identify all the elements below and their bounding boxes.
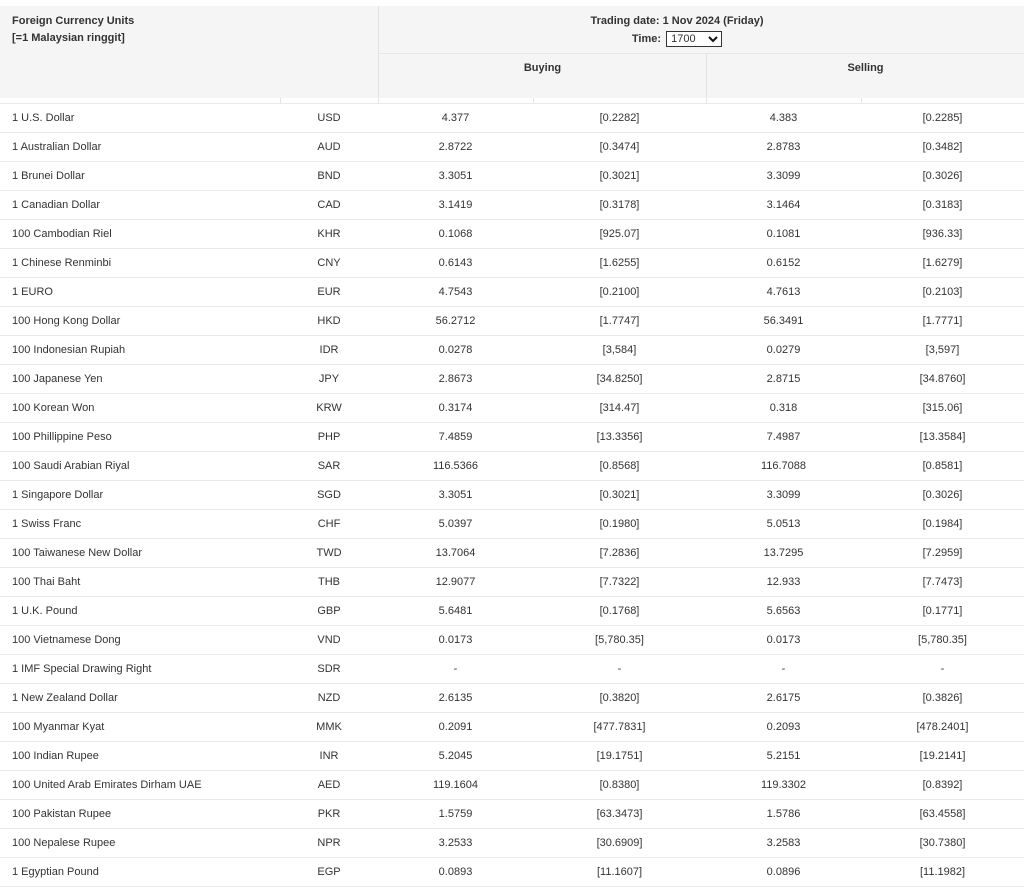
currency-code: SDR xyxy=(280,655,378,684)
buying-inverse-rate: - xyxy=(533,655,706,684)
table-row xyxy=(0,104,1024,133)
table-row xyxy=(0,800,1024,829)
buying-rate: 0.0173 xyxy=(378,626,533,655)
buying-inverse-rate: [0.2100] xyxy=(533,278,706,307)
selling-inverse-rate: [0.8581] xyxy=(861,452,1024,481)
table-row xyxy=(0,771,1024,800)
currency-code: EUR xyxy=(280,278,378,307)
buying-rate: 5.0397 xyxy=(378,510,533,539)
selling-label: Selling xyxy=(847,62,884,74)
table-row xyxy=(0,191,1024,220)
rates-table xyxy=(0,103,1024,887)
selling-inverse-rate: [11.1982] xyxy=(861,858,1024,887)
table-row xyxy=(0,742,1024,771)
currency-name: 1 Australian Dollar xyxy=(0,133,280,162)
currency-code: EGP xyxy=(280,858,378,887)
currency-name: 100 Cambodian Riel xyxy=(0,220,280,249)
currency-name: 1 Chinese Renminbi xyxy=(0,249,280,278)
selling-rate: 0.0896 xyxy=(706,858,861,887)
buying-header xyxy=(379,53,707,99)
selling-rate: 12.933 xyxy=(706,568,861,597)
table-row xyxy=(0,365,1024,394)
selling-inverse-rate: [0.3026] xyxy=(861,481,1024,510)
selling-rate: 0.318 xyxy=(706,394,861,423)
currency-code: AED xyxy=(280,771,378,800)
buying-inverse-rate: [0.2282] xyxy=(533,104,706,133)
buying-inverse-rate: [63.3473] xyxy=(533,800,706,829)
table-header xyxy=(0,6,1024,98)
units-header xyxy=(0,6,379,98)
table-row xyxy=(0,452,1024,481)
buying-inverse-rate: [1.7747] xyxy=(533,307,706,336)
buying-rate: 12.9077 xyxy=(378,568,533,597)
currency-name: 100 Pakistan Rupee xyxy=(0,800,280,829)
selling-rate: 4.383 xyxy=(706,104,861,133)
currency-name: 100 Myanmar Kyat xyxy=(0,713,280,742)
units-title: Foreign Currency Units xyxy=(12,15,135,27)
table-row xyxy=(0,481,1024,510)
currency-name: 1 U.K. Pound xyxy=(0,597,280,626)
buying-rate: 4.7543 xyxy=(378,278,533,307)
currency-code: AUD xyxy=(280,133,378,162)
selling-inverse-rate: [0.1771] xyxy=(861,597,1024,626)
trading-date: Trading date: 1 Nov 2024 (Friday) xyxy=(590,15,764,27)
selling-rate: 0.6152 xyxy=(706,249,861,278)
currency-name: 1 New Zealand Dollar xyxy=(0,684,280,713)
table-row xyxy=(0,278,1024,307)
currency-name: 100 Indonesian Rupiah xyxy=(0,336,280,365)
currency-name: 1 Brunei Dollar xyxy=(0,162,280,191)
selling-inverse-rate: [936.33] xyxy=(861,220,1024,249)
currency-code: NZD xyxy=(280,684,378,713)
selling-inverse-rate: [34.8760] xyxy=(861,365,1024,394)
table-row xyxy=(0,568,1024,597)
buying-inverse-rate: [7.2836] xyxy=(533,539,706,568)
rates-table-body xyxy=(0,104,1024,887)
time-row xyxy=(379,31,975,47)
buying-rate: 3.3051 xyxy=(378,162,533,191)
buying-rate: 56.2712 xyxy=(378,307,533,336)
buying-rate: 7.4859 xyxy=(378,423,533,452)
table-row xyxy=(0,829,1024,858)
buying-inverse-rate: [925.07] xyxy=(533,220,706,249)
buying-rate: 0.0278 xyxy=(378,336,533,365)
selling-inverse-rate: - xyxy=(861,655,1024,684)
buying-inverse-rate: [314.47] xyxy=(533,394,706,423)
buying-inverse-rate: [0.1980] xyxy=(533,510,706,539)
buying-rate: 0.2091 xyxy=(378,713,533,742)
currency-code: BND xyxy=(280,162,378,191)
buying-rate: 2.8722 xyxy=(378,133,533,162)
selling-inverse-rate: [0.3482] xyxy=(861,133,1024,162)
currency-name: 1 EURO xyxy=(0,278,280,307)
currency-code: IDR xyxy=(280,336,378,365)
selling-rate: - xyxy=(706,655,861,684)
currency-name: 1 Singapore Dollar xyxy=(0,481,280,510)
buying-inverse-rate: [1.6255] xyxy=(533,249,706,278)
currency-code: PHP xyxy=(280,423,378,452)
table-row xyxy=(0,162,1024,191)
buying-inverse-rate: [0.3820] xyxy=(533,684,706,713)
currency-code: KHR xyxy=(280,220,378,249)
buying-inverse-rate: [11.1607] xyxy=(533,858,706,887)
currency-name: 1 Canadian Dollar xyxy=(0,191,280,220)
currency-code: CAD xyxy=(280,191,378,220)
selling-inverse-rate: [478.2401] xyxy=(861,713,1024,742)
currency-name: 100 Phillippine Peso xyxy=(0,423,280,452)
selling-rate: 3.2583 xyxy=(706,829,861,858)
currency-code: INR xyxy=(280,742,378,771)
table-row xyxy=(0,858,1024,887)
buying-rate: - xyxy=(378,655,533,684)
selling-inverse-rate: [0.1984] xyxy=(861,510,1024,539)
table-row xyxy=(0,713,1024,742)
buying-inverse-rate: [3,584] xyxy=(533,336,706,365)
buying-rate: 4.377 xyxy=(378,104,533,133)
currency-name: 1 Egyptian Pound xyxy=(0,858,280,887)
buying-rate: 3.1419 xyxy=(378,191,533,220)
currency-code: NPR xyxy=(280,829,378,858)
selling-inverse-rate: [315.06] xyxy=(861,394,1024,423)
time-label: Time: xyxy=(631,32,662,45)
table-row xyxy=(0,597,1024,626)
selling-rate: 1.5786 xyxy=(706,800,861,829)
table-row xyxy=(0,336,1024,365)
selling-rate: 56.3491 xyxy=(706,307,861,336)
selling-rate: 13.7295 xyxy=(706,539,861,568)
selling-inverse-rate: [7.2959] xyxy=(861,539,1024,568)
units-subtitle: [=1 Malaysian ringgit] xyxy=(12,32,125,44)
currency-name: 1 Swiss Franc xyxy=(0,510,280,539)
buying-rate: 2.6135 xyxy=(378,684,533,713)
selling-rate: 0.0279 xyxy=(706,336,861,365)
currency-code: GBP xyxy=(280,597,378,626)
currency-name: 100 Thai Baht xyxy=(0,568,280,597)
selling-rate: 116.7088 xyxy=(706,452,861,481)
currency-name: 100 United Arab Emirates Dirham UAE xyxy=(0,771,280,800)
buying-inverse-rate: [0.3474] xyxy=(533,133,706,162)
selling-inverse-rate: [0.2103] xyxy=(861,278,1024,307)
selling-inverse-rate: [1.6279] xyxy=(861,249,1024,278)
buying-inverse-rate: [19.1751] xyxy=(533,742,706,771)
table-row xyxy=(0,394,1024,423)
chevron-down-icon xyxy=(708,35,718,43)
table-row xyxy=(0,423,1024,452)
currency-name: 100 Taiwanese New Dollar xyxy=(0,539,280,568)
buying-inverse-rate: [0.8568] xyxy=(533,452,706,481)
currency-code: HKD xyxy=(280,307,378,336)
currency-code: TWD xyxy=(280,539,378,568)
currency-code: THB xyxy=(280,568,378,597)
buying-inverse-rate: [5,780.35] xyxy=(533,626,706,655)
buying-rate: 3.3051 xyxy=(378,481,533,510)
currency-name: 100 Korean Won xyxy=(0,394,280,423)
buying-rate: 119.1604 xyxy=(378,771,533,800)
selling-rate: 0.2093 xyxy=(706,713,861,742)
table-row xyxy=(0,307,1024,336)
selling-rate: 3.3099 xyxy=(706,481,861,510)
buying-inverse-rate: [30.6909] xyxy=(533,829,706,858)
currency-code: USD xyxy=(280,104,378,133)
selling-rate: 5.0513 xyxy=(706,510,861,539)
buying-inverse-rate: [34.8250] xyxy=(533,365,706,394)
buying-inverse-rate: [0.3021] xyxy=(533,162,706,191)
selling-inverse-rate: [0.3183] xyxy=(861,191,1024,220)
table-row xyxy=(0,539,1024,568)
currency-code: CHF xyxy=(280,510,378,539)
selling-rate: 0.1081 xyxy=(706,220,861,249)
buying-rate: 0.0893 xyxy=(378,858,533,887)
buying-rate: 1.5759 xyxy=(378,800,533,829)
selling-header xyxy=(707,53,1024,99)
selling-inverse-rate: [0.3026] xyxy=(861,162,1024,191)
selling-inverse-rate: [0.2285] xyxy=(861,104,1024,133)
currency-code: KRW xyxy=(280,394,378,423)
buying-rate: 0.1068 xyxy=(378,220,533,249)
table-row xyxy=(0,220,1024,249)
buying-label: Buying xyxy=(523,62,562,74)
selling-inverse-rate: [30.7380] xyxy=(861,829,1024,858)
buying-rate: 0.6143 xyxy=(378,249,533,278)
selling-rate: 3.3099 xyxy=(706,162,861,191)
currency-code: PKR xyxy=(280,800,378,829)
buying-rate: 3.2533 xyxy=(378,829,533,858)
selling-rate: 0.0173 xyxy=(706,626,861,655)
currency-code: SGD xyxy=(280,481,378,510)
currency-name: 100 Nepalese Rupee xyxy=(0,829,280,858)
selling-inverse-rate: [5,780.35] xyxy=(861,626,1024,655)
buying-rate: 5.2045 xyxy=(378,742,533,771)
buying-rate: 5.6481 xyxy=(378,597,533,626)
selling-rate: 4.7613 xyxy=(706,278,861,307)
table-row xyxy=(0,510,1024,539)
table-row xyxy=(0,655,1024,684)
trading-header xyxy=(379,6,1024,98)
buying-rate: 116.5366 xyxy=(378,452,533,481)
selling-rate: 7.4987 xyxy=(706,423,861,452)
currency-code: VND xyxy=(280,626,378,655)
buying-inverse-rate: [13.3356] xyxy=(533,423,706,452)
selling-rate: 2.8783 xyxy=(706,133,861,162)
time-select[interactable] xyxy=(666,31,722,47)
currency-name: 100 Indian Rupee xyxy=(0,742,280,771)
currency-name: 1 U.S. Dollar xyxy=(0,104,280,133)
table-row xyxy=(0,249,1024,278)
selling-rate: 5.2151 xyxy=(706,742,861,771)
selling-inverse-rate: [1.7771] xyxy=(861,307,1024,336)
currency-name: 100 Hong Kong Dollar xyxy=(0,307,280,336)
buying-inverse-rate: [0.3178] xyxy=(533,191,706,220)
selling-inverse-rate: [13.3584] xyxy=(861,423,1024,452)
selling-inverse-rate: [0.8392] xyxy=(861,771,1024,800)
buying-inverse-rate: [0.3021] xyxy=(533,481,706,510)
buying-rate: 0.3174 xyxy=(378,394,533,423)
currency-name: 100 Saudi Arabian Riyal xyxy=(0,452,280,481)
selling-inverse-rate: [3,597] xyxy=(861,336,1024,365)
selling-rate: 2.6175 xyxy=(706,684,861,713)
buying-rate: 2.8673 xyxy=(378,365,533,394)
selling-rate: 3.1464 xyxy=(706,191,861,220)
currency-name: 100 Japanese Yen xyxy=(0,365,280,394)
table-row xyxy=(0,133,1024,162)
currency-name: 100 Vietnamese Dong xyxy=(0,626,280,655)
currency-code: JPY xyxy=(280,365,378,394)
buying-inverse-rate: [0.8380] xyxy=(533,771,706,800)
table-row xyxy=(0,684,1024,713)
selling-rate: 119.3302 xyxy=(706,771,861,800)
currency-code: CNY xyxy=(280,249,378,278)
selling-rate: 5.6563 xyxy=(706,597,861,626)
buying-inverse-rate: [477.7831] xyxy=(533,713,706,742)
selling-inverse-rate: [63.4558] xyxy=(861,800,1024,829)
buying-inverse-rate: [0.1768] xyxy=(533,597,706,626)
buying-inverse-rate: [7.7322] xyxy=(533,568,706,597)
currency-code: SAR xyxy=(280,452,378,481)
selling-inverse-rate: [19.2141] xyxy=(861,742,1024,771)
buying-rate: 13.7064 xyxy=(378,539,533,568)
selling-inverse-rate: [0.3826] xyxy=(861,684,1024,713)
selling-inverse-rate: [7.7473] xyxy=(861,568,1024,597)
currency-name: 1 IMF Special Drawing Right xyxy=(0,655,280,684)
time-select-value: 1700 xyxy=(671,33,696,45)
selling-rate: 2.8715 xyxy=(706,365,861,394)
currency-code: MMK xyxy=(280,713,378,742)
table-row xyxy=(0,626,1024,655)
